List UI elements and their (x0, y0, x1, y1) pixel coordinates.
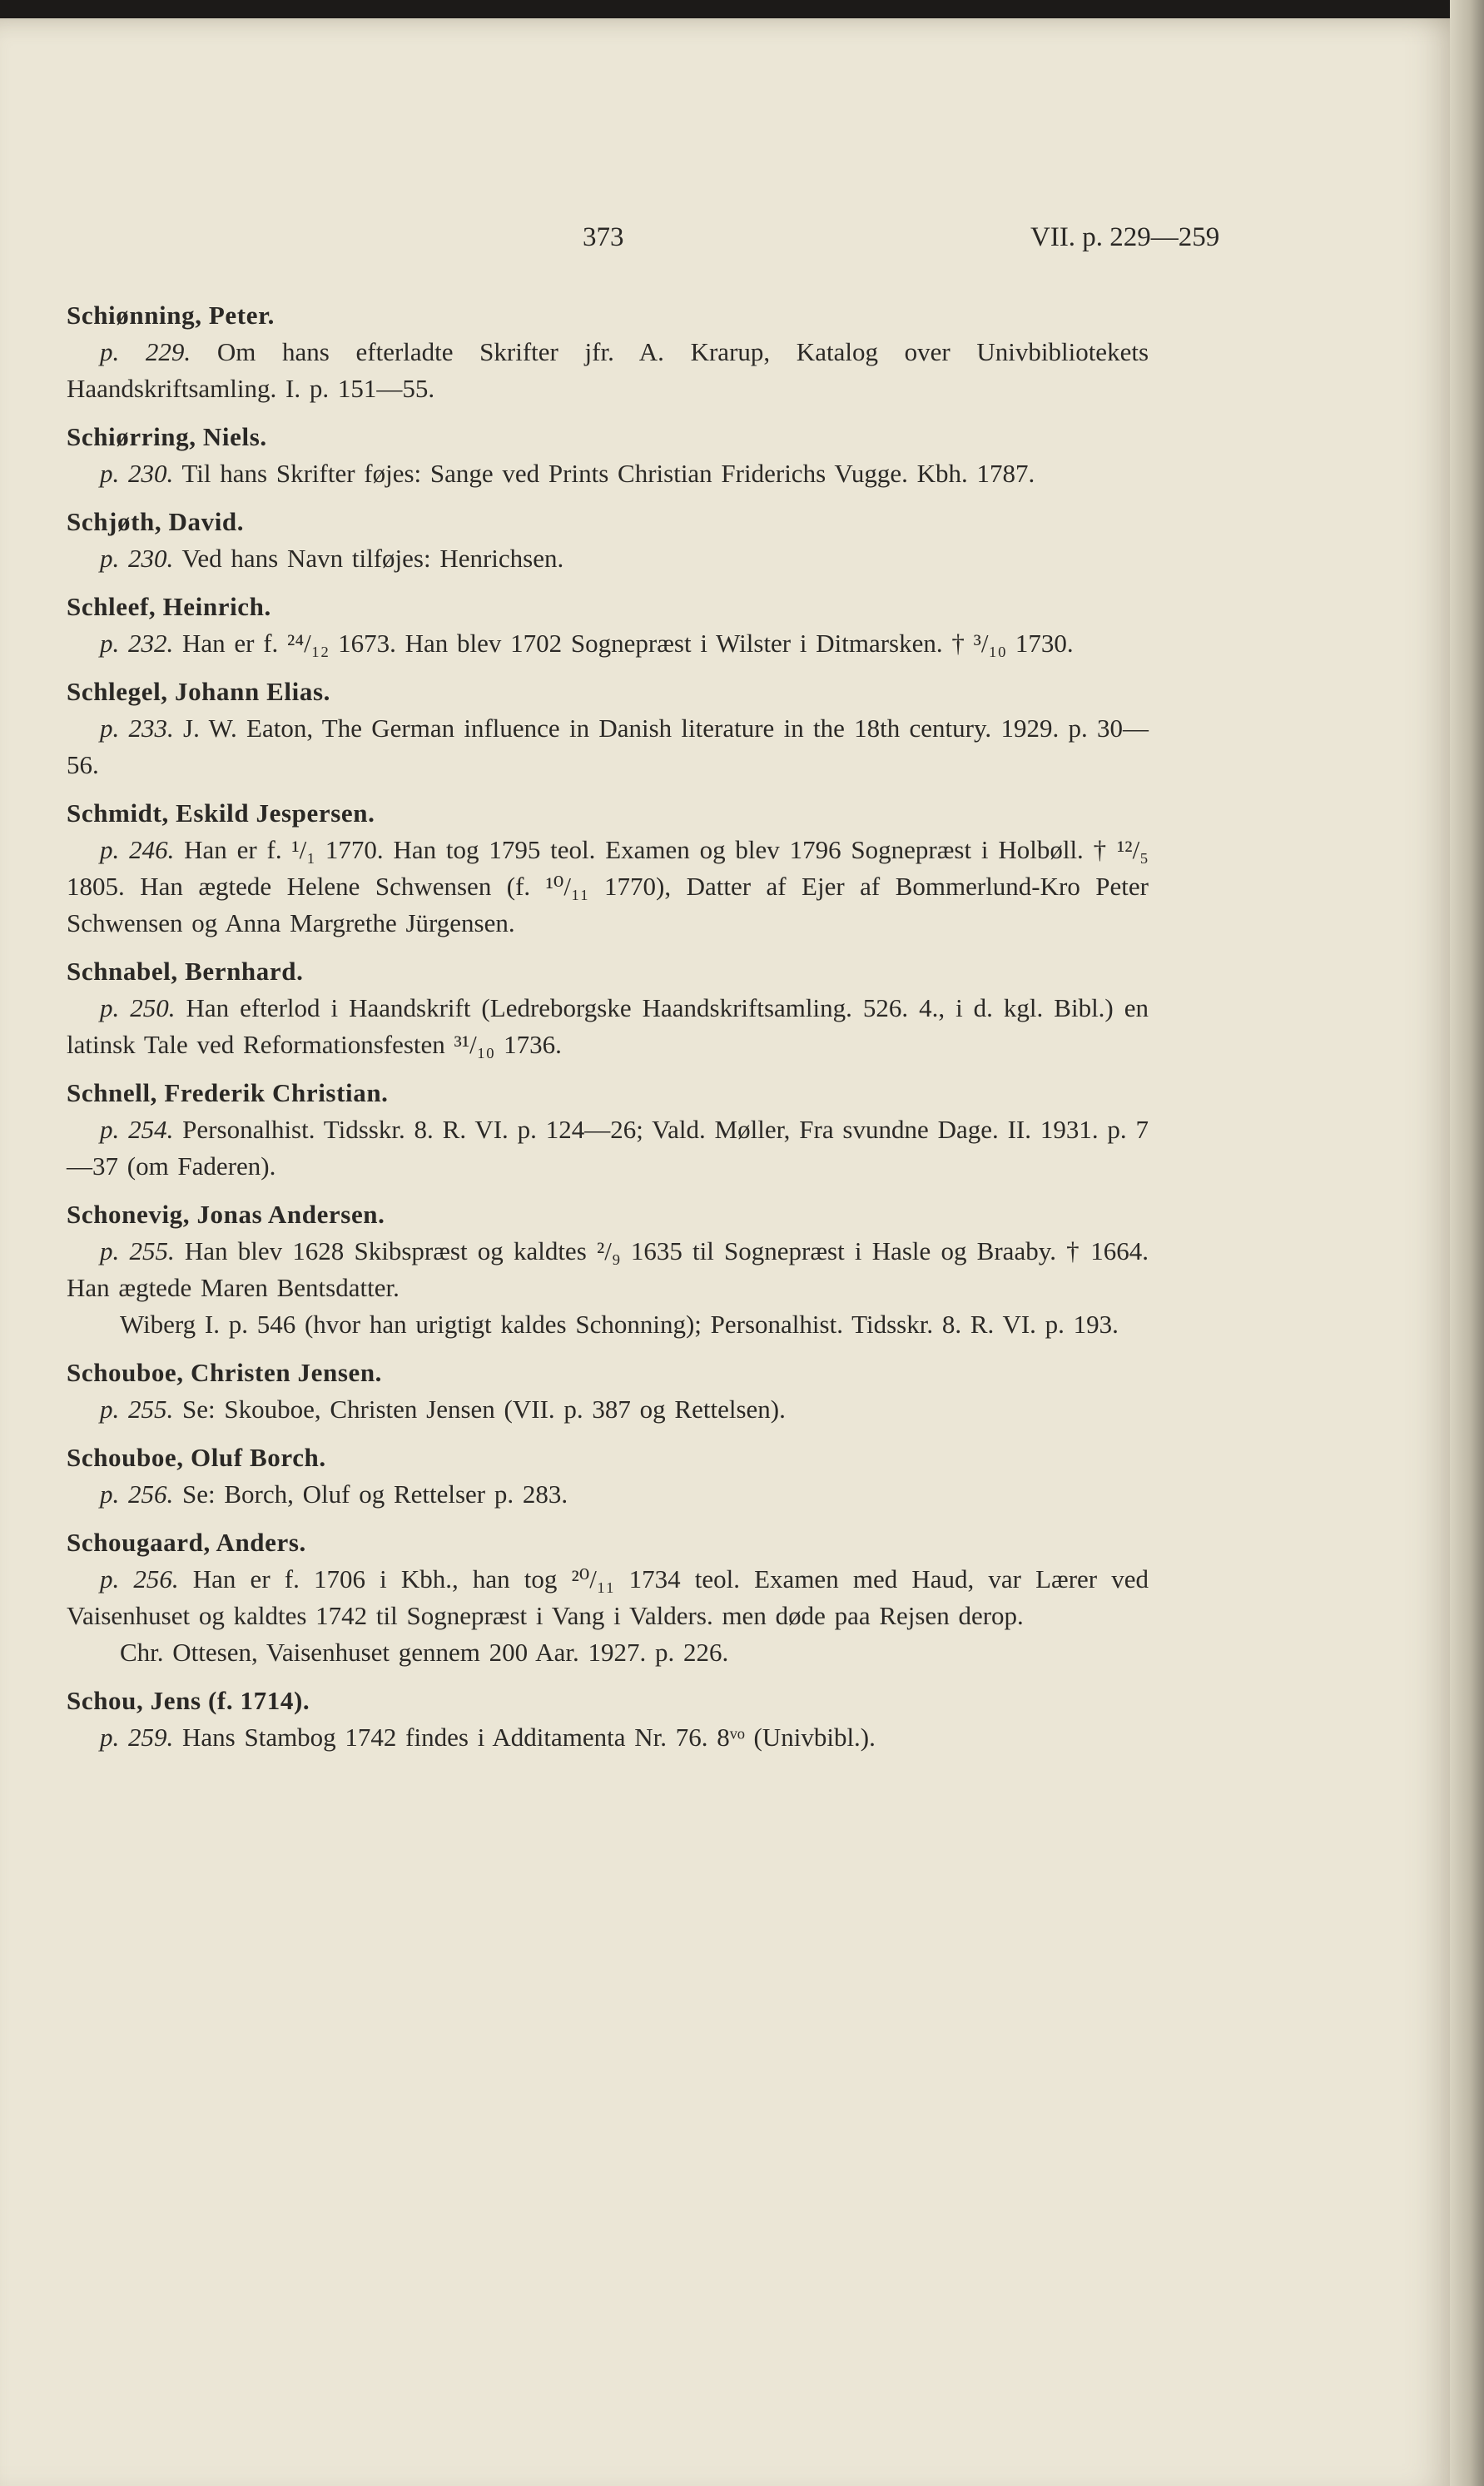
page-reference: p. 232. (100, 629, 174, 658)
entry-text: Han efterlod i Haandskrift (Ledreborgske Haandskriftsamling. 526. 4., i d. kgl. Bibl.) en latinsk Tale ved Reformationsfesten ³¹/₁₀ 1736. (67, 993, 1149, 1059)
entry-name: Schmidt, Eskild Jespersen. (67, 798, 375, 828)
entry-text: Se: Borch, Oluf og Rettelser p. 283. (173, 1479, 568, 1509)
page-reference: p. 233. (100, 713, 174, 743)
entry-paragraph (67, 832, 1149, 942)
entry-paragraph (67, 710, 1149, 783)
entry-note: Chr. Ottesen, Vaisenhuset gennem 200 Aar. 1927. p. 226. (120, 1638, 729, 1667)
page-reference: p. 230. (100, 459, 174, 488)
page-reference: p. 255. (100, 1236, 175, 1265)
entry-name: Schou, Jens (f. 1714). (67, 1686, 310, 1715)
entry-name: Schonevig, Jonas Andersen. (67, 1200, 385, 1229)
entry-paragraph (67, 1233, 1149, 1306)
entry-name: Schlegel, Johann Elias. (67, 677, 330, 706)
entry (67, 1524, 1149, 1671)
entry (67, 1196, 1149, 1343)
entry (67, 419, 1149, 492)
entry-name: Schnabel, Bernhard. (67, 957, 304, 986)
entry-paragraph (67, 1476, 1149, 1513)
entry-text: Ved hans Navn tilføjes: Henrichsen. (173, 544, 564, 573)
entry (67, 795, 1149, 942)
entry (67, 589, 1149, 662)
entry-text: Han er f. ²⁴/₁₂ 1673. Han blev 1702 Sognepræst i Wilster i Ditmarsken. † ³/₁₀ 1730. (173, 629, 1074, 658)
entry (67, 1439, 1149, 1513)
entry (67, 1683, 1149, 1756)
entry-text: Personalhist. Tidsskr. 8. R. VI. p. 124—26; Vald. Møller, Fra svundne Dage. II. 1931. p. 7—37 (om Faderen). (67, 1115, 1149, 1181)
entry (67, 1075, 1149, 1185)
entry-name: Schiørring, Niels. (67, 422, 267, 451)
entry-name: Schouboe, Oluf Borch. (67, 1443, 326, 1472)
entry-paragraph (67, 1111, 1149, 1185)
page-reference: p. 259. (100, 1723, 174, 1752)
entry-text: Til hans Skrifter føjes: Sange ved Prints Christian Friderichs Vugge. Kbh. 1787. (173, 459, 1035, 488)
entry-name: Schougaard, Anders. (67, 1528, 306, 1557)
page-reference: p. 256. (100, 1564, 179, 1594)
book-page (0, 18, 1450, 2486)
scan-right-edge (1450, 0, 1484, 2486)
running-header (0, 222, 1450, 259)
entry (67, 674, 1149, 783)
page-reference: p. 255. (100, 1395, 174, 1424)
entry-name: Schjøth, David. (67, 507, 245, 536)
page-reference: p. 229. (100, 337, 191, 366)
entry-paragraph (67, 540, 1149, 577)
page-reference: p. 250. (100, 993, 176, 1022)
entry-text: Se: Skouboe, Christen Jensen (VII. p. 387 og Rettelsen). (173, 1395, 786, 1424)
entry-text: Hans Stambog 1742 findes i Additamenta Nr. 76. 8ᵛᵒ (Univbibl.). (173, 1723, 876, 1752)
entry-name: Schleef, Heinrich. (67, 592, 271, 621)
volume-range: VII. p. 229—259 (1030, 222, 1220, 252)
entry (67, 297, 1149, 407)
entry-text: Han er f. 1706 i Kbh., han tog ²⁰/₁₁ 1734 teol. Examen med Haud, var Lærer ved Vaisenhuset og kaldtes 1742 til Sognepræst i Vang i Valders. men døde paa Rejsen derop. (67, 1564, 1149, 1630)
entry-paragraph (67, 990, 1149, 1063)
page-number: 373 (583, 222, 624, 252)
entry-text: Han er f. ¹/₁ 1770. Han tog 1795 teol. Examen og blev 1796 Sognepræst i Holbøll. † ¹²/₅ 1805. Han ægtede Helene Schwensen (f. ¹⁰/₁₁ 1770), Datter af Ejer af Bommerlund-Kro Peter Schwensen og Anna Margrethe Jürgensen. (67, 835, 1149, 937)
entry-text: J. W. Eaton, The German influence in Danish literature in the 18th century. 1929. p. 30—56. (67, 713, 1149, 779)
entry-name: Schnell, Frederik Christian. (67, 1078, 389, 1107)
entry-text: Om hans efterladte Skrifter jfr. A. Krarup, Katalog over Univbibliotekets Haandskriftsamling. I. p. 151—55. (67, 337, 1149, 403)
entry-paragraph (67, 1391, 1149, 1428)
entry (67, 953, 1149, 1063)
entry-name: Schouboe, Christen Jensen. (67, 1358, 383, 1387)
entry-paragraph (67, 455, 1149, 492)
entry-paragraph (67, 1719, 1149, 1756)
entry-name: Schiønning, Peter. (67, 301, 275, 330)
entry-text: Han blev 1628 Skibspræst og kaldtes ²/₉ 1635 til Sognepræst i Hasle og Braaby. † 1664. Han ægtede Maren Bentsdatter. (67, 1236, 1149, 1302)
page-reference: p. 230. (100, 544, 174, 573)
entry-note: Wiberg I. p. 546 (hvor han urigtigt kaldes Schonning); Personalhist. Tidsskr. 8. R. VI. p. 193. (120, 1310, 1119, 1339)
entry-paragraph (67, 334, 1149, 407)
page-reference: p. 254. (100, 1115, 174, 1144)
page-reference: p. 256. (100, 1479, 174, 1509)
scan-top-edge (0, 0, 1484, 18)
entry-paragraph (67, 1561, 1149, 1634)
entry (67, 1355, 1149, 1428)
entry-paragraph (67, 625, 1149, 662)
page-reference: p. 246. (100, 835, 175, 864)
entries-list (67, 297, 1149, 1768)
entry (67, 504, 1149, 577)
